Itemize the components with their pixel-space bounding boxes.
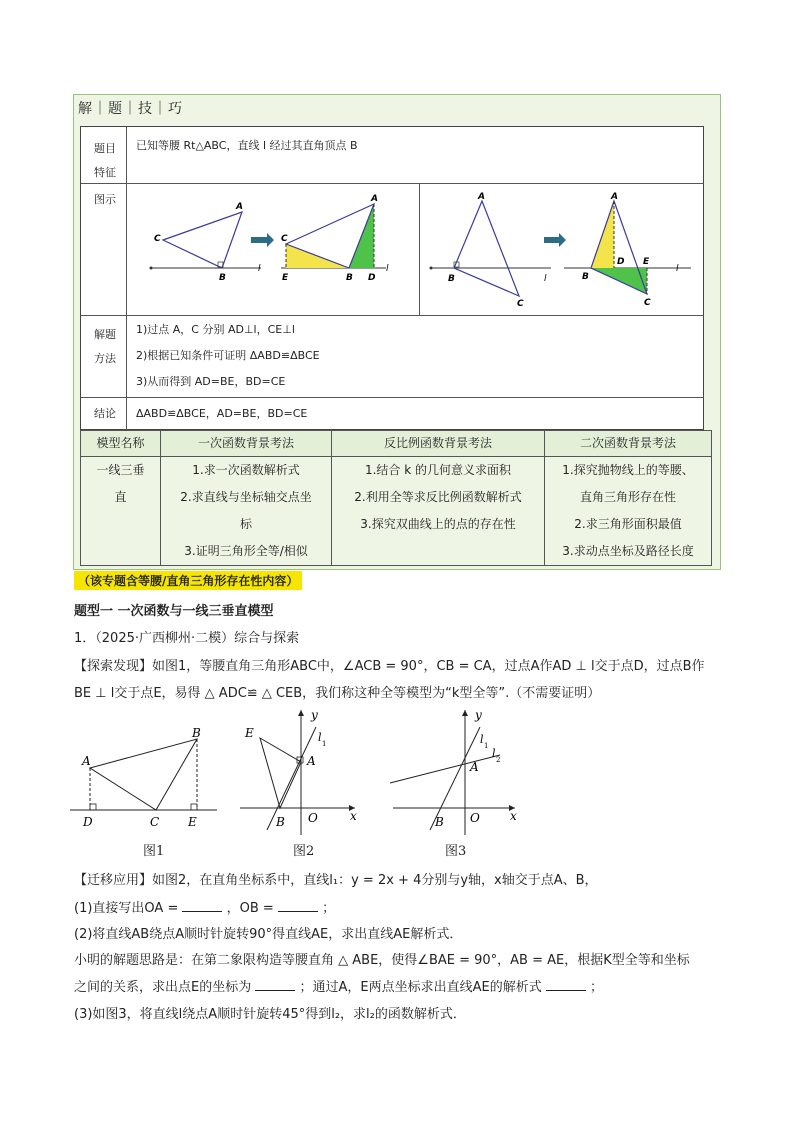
problem-p5: (2)将直线AB绕点A顺时针旋转90°得直线AE，求出直线AE解析式． (74, 927, 463, 942)
inverse-cell (332, 457, 545, 566)
list-item: 2.求直线与坐标轴交点坐 (180, 490, 312, 504)
svg-text:B: B (276, 815, 285, 829)
ob-blank (278, 901, 318, 912)
header-quadratic: 二次函数背景考法 (545, 431, 712, 457)
svg-text:l: l (480, 733, 484, 746)
list-item: 1.求一次函数解析式 (192, 463, 300, 477)
header-model-name: 模型名称 (81, 431, 161, 457)
problem-p2: BE ⊥ l交于点E，易得 △ ADC≌ △ CEB，我们称这种全等模型为“k型全等”.（不需要证明） (74, 686, 601, 701)
row3-line-3: 3)从而得到 AD=BE，BD=CE (136, 375, 286, 388)
svg-text:O: O (470, 811, 480, 825)
e-coord-blank (255, 980, 295, 991)
header-linear: 一次函数背景考法 (161, 431, 332, 457)
svg-text:B: B (448, 274, 455, 284)
header-inverse: 反比例函数背景考法 (332, 431, 545, 457)
list-item: 2.求三角形面积最值 (574, 517, 682, 531)
figure-3 (390, 708, 517, 835)
svg-text:A: A (82, 754, 91, 768)
svg-text:E: E (188, 815, 197, 829)
model-card (80, 126, 704, 430)
p4-part-a: (1)直接写出OA = (74, 901, 179, 916)
fig1-caption: 图1 (143, 844, 165, 859)
fig3-caption: 图3 (445, 844, 467, 859)
list-item: 1.探究抛物线上的等腰、 (562, 463, 694, 477)
row3-label: 解题 方法 (94, 328, 116, 365)
section-title: 题型一 一次函数与一线三垂直模型 (74, 604, 274, 619)
svg-text:l: l (544, 274, 547, 284)
p7-part-c: ； (590, 980, 604, 995)
problem-source: 1．（2025·广西柳州·二模）综合与探索 (74, 631, 300, 646)
problem-figures (70, 705, 530, 835)
p4-part-c: ； (322, 901, 336, 916)
topic-note: （该专题含等腰/直角三角形存在性内容） (74, 571, 302, 590)
figure-2 (240, 708, 357, 835)
svg-text:B: B (582, 272, 589, 282)
svg-text:C: C (644, 298, 651, 308)
svg-text:l: l (676, 264, 679, 274)
linear-cell (161, 457, 332, 566)
row1-label: 题目 特征 (94, 142, 116, 179)
row3-line-1: 1)过点 A，C 分别 AD⊥l，CE⊥l (136, 323, 295, 336)
svg-text:A: A (307, 754, 316, 768)
svg-text:B: B (435, 815, 444, 829)
svg-text:C: C (154, 234, 161, 244)
svg-text:A: A (478, 192, 485, 202)
svg-text:B: B (346, 273, 353, 283)
list-item: 3.证明三角形全等/相似 (184, 544, 308, 558)
problem-p6: 小明的解题思路是：在第二象限构造等腰直角 △ ABE，使得∠BAE = 90°，AB = AE，根据K型全等和坐标 (74, 953, 690, 968)
row1-text: 已知等腰 Rt△ABC，直线 l 经过其直角顶点 B (136, 139, 358, 152)
svg-text:1: 1 (322, 740, 327, 748)
figure-1 (70, 726, 217, 829)
model-table (80, 430, 712, 566)
list-item: 3.求动点坐标及路径长度 (562, 544, 694, 558)
svg-text:2: 2 (496, 756, 501, 764)
oa-blank (182, 901, 222, 912)
problem-p8: (3)如图3，将直线l绕点A顺时针旋转45°得到l₂，求l₂的函数解析式． (74, 1007, 466, 1022)
tips-header: 解｜题｜技｜巧 (78, 101, 183, 117)
fig2-caption: 图2 (293, 844, 315, 859)
problem-p4 (74, 897, 335, 916)
svg-text:l: l (492, 747, 496, 760)
svg-text:1: 1 (484, 742, 489, 750)
svg-text:l: l (318, 731, 322, 744)
list-item: 直角三角形存在性 (579, 490, 676, 504)
problem-p7 (74, 976, 603, 995)
model-figure-right (426, 189, 701, 309)
svg-text:E: E (282, 273, 289, 283)
svg-text:O: O (308, 811, 318, 825)
svg-text:l: l (258, 264, 261, 274)
svg-text:B: B (219, 273, 226, 283)
svg-text:y: y (311, 708, 318, 722)
problem-p3: 【迁移应用】如图2，在直角坐标系中，直线l₁：y = 2x + 4分别与y轴，x轴交于点A、B， (74, 873, 598, 888)
list-item: 3.探究双曲线上的点的存在性 (360, 517, 516, 531)
row4-label: 结论 (94, 407, 116, 420)
svg-text:D: D (368, 273, 376, 283)
svg-text:C: C (150, 815, 160, 829)
row4-text: ΔABD≌ΔBCE，AD=BE，BD=CE (136, 407, 308, 420)
svg-text:x: x (350, 809, 357, 823)
problem-p1: 【探索发现】如图1，等腰直角三角形ABC中，∠ACB = 90°，CB = CA，过点A作AD ⊥ l交于点D，过点B作 (74, 659, 705, 674)
svg-text:E: E (245, 726, 254, 740)
p4-part-b: ，OB = (226, 901, 274, 916)
svg-text:E: E (643, 257, 650, 267)
svg-text:x: x (510, 809, 517, 823)
svg-text:B: B (192, 726, 201, 740)
p7-part-b: ；通过A，E两点坐标求出直线AE的解析式 (299, 980, 542, 995)
svg-text:l: l (386, 264, 389, 274)
svg-text:A: A (371, 194, 378, 204)
ae-expr-blank (546, 980, 586, 991)
svg-text:y: y (475, 708, 482, 722)
quadratic-cell (545, 457, 712, 566)
p7-part-a: 之间的关系，求出点E的坐标为 (74, 980, 252, 995)
svg-text:D: D (83, 815, 93, 829)
svg-text:A: A (236, 202, 243, 212)
list-item: 2.利用全等求反比例函数解析式 (354, 490, 522, 504)
svg-text:C: C (281, 234, 288, 244)
svg-text:A: A (611, 192, 618, 202)
list-item: 标 (239, 517, 252, 531)
svg-text:C: C (517, 299, 524, 309)
svg-text:D: D (617, 257, 625, 267)
svg-text:A: A (470, 760, 479, 774)
model-name-cell: 一线三垂 直 (81, 457, 161, 566)
row2-label: 图示 (94, 193, 116, 206)
row3-line-2: 2)根据已知条件可证明 ΔABD≌ΔBCE (136, 349, 320, 362)
model-figure-left (141, 189, 411, 309)
list-item: 1.结合 k 的几何意义求面积 (364, 463, 512, 477)
